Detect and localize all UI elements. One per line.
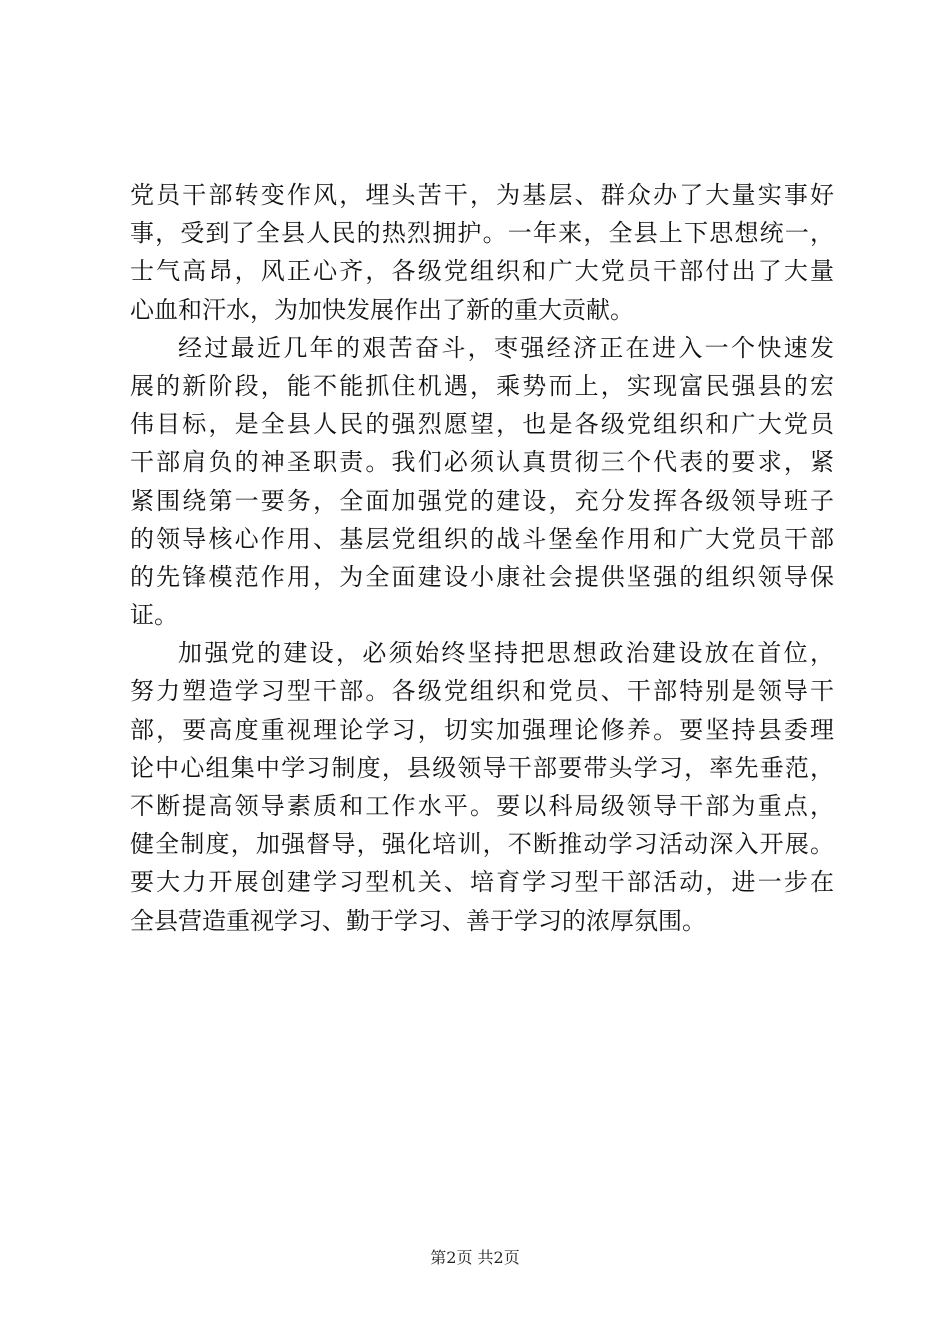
paragraph-1-line-4: 心血和汗水，为加快发展作出了新的重大贡献。	[130, 295, 634, 324]
page-number-label: 第2页 共2页	[430, 1248, 520, 1267]
paragraph-2-line-4: 干部肩负的神圣职责。我们必须认真贯彻三个代表的要求，紧	[130, 448, 834, 477]
paragraph-2-line-1: 经过最近几年的艰苦奋斗，枣强经济正在进入一个快速发	[178, 333, 834, 362]
paragraph-1-line-1: 党员干部转变作风，埋头苦干，为基层、群众办了大量实事好	[130, 181, 834, 209]
paragraph-2-line-7: 的先锋模范作用，为全面建设小康社会提供坚强的组织领导保	[130, 562, 834, 591]
paragraph-3-line-4: 论中心组集中学习制度，县级领导干部要带头学习，率先垂范，	[130, 753, 834, 782]
paragraph-2-line-2: 展的新阶段，能不能抓住机遇，乘势而上，实现富民强县的宏	[130, 371, 834, 400]
paragraph-2-line-3: 伟目标，是全县人民的强烈愿望，也是各级党组织和广大党员	[130, 410, 834, 439]
paragraph-3-line-1: 加强党的建设，必须始终坚持把思想政治建设放在首位，	[178, 639, 834, 668]
paragraph-3-line-2: 努力塑造学习型干部。各级党组织和党员、干部特别是领导干	[130, 677, 834, 706]
paragraph-3-line-3: 部，要高度重视理论学习，切实加强理论修养。要坚持县委理	[130, 715, 834, 744]
paragraph-1-line-2: 事，受到了全县人民的热烈拥护。一年来，全县上下思想统一，	[130, 219, 834, 248]
paragraph-1-line-3: 士气高昂，风正心齐，各级党组织和广大党员干部付出了大量	[130, 257, 834, 286]
paragraph-3-line-7: 要大力开展创建学习型机关、培育学习型干部活动，进一步在	[130, 868, 834, 897]
paragraph-3-line-6: 健全制度，加强督导，强化培训，不断推动学习活动深入开展。	[130, 830, 834, 859]
paragraph-3-line-5: 不断提高领导素质和工作水平。要以科局级领导干部为重点，	[130, 792, 834, 820]
paragraph-2-line-8: 证。	[130, 601, 178, 630]
paragraph-3-line-8: 全县营造重视学习、勤于学习、善于学习的浓厚氛围。	[130, 906, 706, 935]
paragraph-2-line-6: 的领导核心作用、基层党组织的战斗堡垒作用和广大党员干部	[130, 524, 834, 553]
page-footer	[0, 1248, 950, 1268]
document-body	[130, 176, 834, 940]
paragraph-2-line-5: 紧围绕第一要务，全面加强党的建设，充分发挥各级领导班子	[130, 486, 834, 515]
